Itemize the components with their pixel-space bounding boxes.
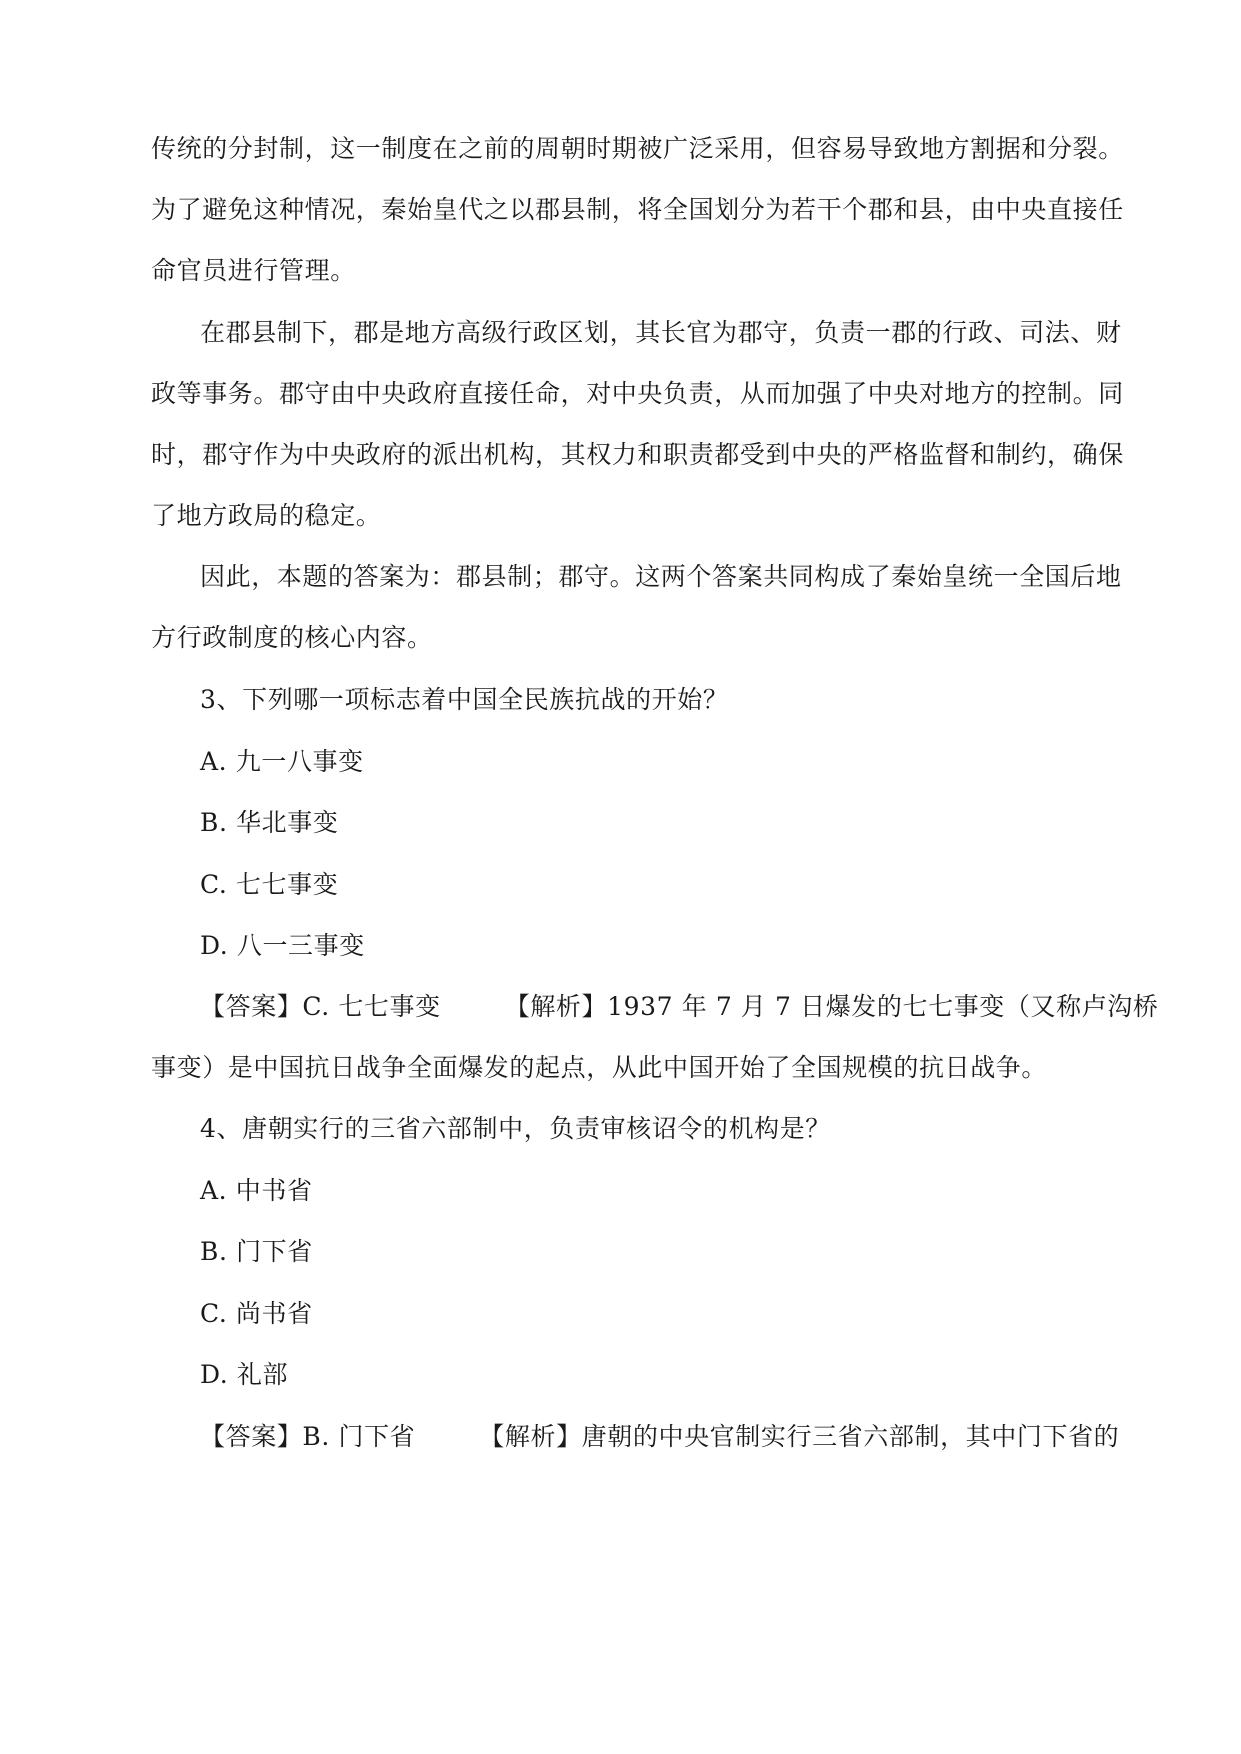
paragraph-line: 在郡县制下，郡是地方高级行政区划，其长官为郡守，负责一郡的行政、司法、财 — [200, 318, 1122, 347]
paragraph-line: 时，郡守作为中央政府的派出机构，其权力和职责都受到中央的严格监督和制约，确保 — [151, 440, 1124, 469]
analysis-line: 事变）是中国抗日战争全面爆发的起点，从此中国开始了全国规模的抗日战争。 — [151, 1053, 1048, 1082]
paragraph-line: 传统的分封制，这一制度在之前的周朝时期被广泛采用，但容易导致地方割据和分裂。 — [151, 134, 1124, 163]
question-stem: 4、唐朝实行的三省六部制中，负责审核诏令的机构是？ — [200, 1114, 831, 1143]
analysis-text: 【解析】唐朝的中央官制实行三省六部制，其中门下省的 — [479, 1422, 1120, 1451]
paragraph-line: 方行政制度的核心内容。 — [151, 623, 433, 652]
question-option: B. 门下省 — [200, 1237, 313, 1266]
paragraph-line: 了地方政局的稳定。 — [151, 501, 382, 530]
answer-text: 【答案】C. 七七事变 — [200, 992, 441, 1021]
answer-analysis-line — [200, 990, 1159, 1024]
answer-analysis-line — [200, 1420, 1150, 1454]
question-option: B. 华北事变 — [200, 808, 339, 837]
question-option: A. 九一八事变 — [200, 747, 364, 776]
answer-text: 【答案】B. 门下省 — [200, 1422, 416, 1451]
question-option: A. 中书省 — [200, 1176, 313, 1205]
paragraph-line: 因此，本题的答案为：郡县制；郡守。这两个答案共同构成了秦始皇统一全国后地 — [200, 562, 1122, 591]
question-option: C. 七七事变 — [200, 870, 339, 899]
paragraph-line: 为了避免这种情况，秦始皇代之以郡县制，将全国划分为若干个郡和县，由中央直接任 — [151, 195, 1124, 224]
question-option: C. 尚书省 — [200, 1299, 313, 1328]
question-option: D. 礼部 — [200, 1360, 289, 1389]
question-stem: 3、下列哪一项标志着中国全民族抗战的开始？ — [200, 685, 729, 714]
analysis-text: 【解析】1937 年 7 月 7 日爆发的七七事变（又称卢沟桥 — [504, 992, 1159, 1021]
paragraph-line: 命官员进行管理。 — [151, 256, 356, 285]
paragraph-line: 政等事务。郡守由中央政府直接任命，对中央负责，从而加强了中央对地方的控制。同 — [151, 379, 1124, 408]
question-option: D. 八一三事变 — [200, 931, 365, 960]
